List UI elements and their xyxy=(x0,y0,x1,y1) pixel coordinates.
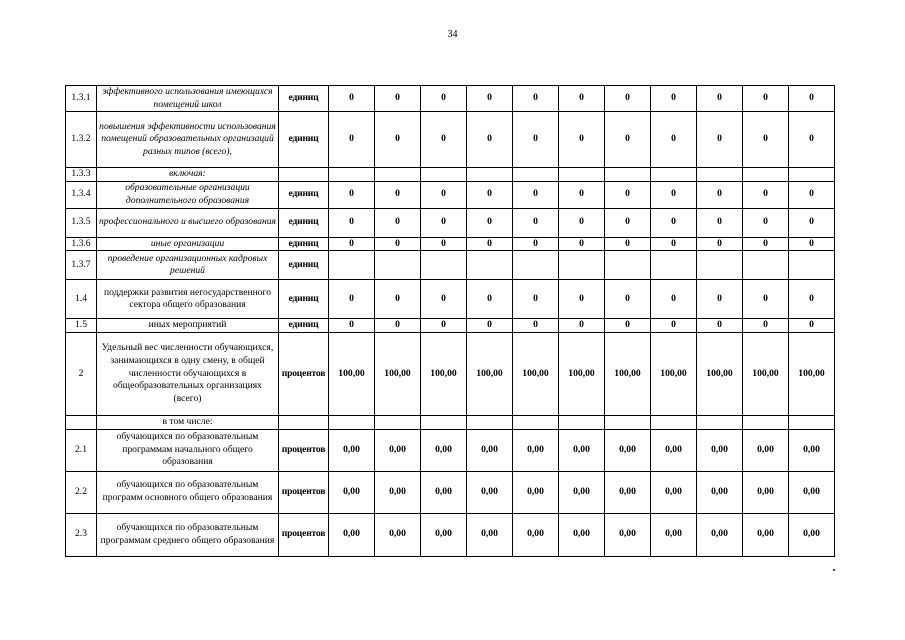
row-value: 0 xyxy=(743,181,789,208)
row-unit: единиц xyxy=(279,237,329,251)
row-value: 0 xyxy=(697,112,743,168)
row-value: 0 xyxy=(697,319,743,333)
row-value: 100,00 xyxy=(605,332,651,415)
row-value xyxy=(789,168,835,182)
row-code: 1.3.5 xyxy=(66,208,97,237)
row-unit: процентов xyxy=(279,332,329,415)
row-value xyxy=(743,168,789,182)
row-value xyxy=(651,415,697,429)
row-value: 100,00 xyxy=(421,332,467,415)
row-value: 0,00 xyxy=(743,513,789,556)
scan-speck xyxy=(833,569,835,571)
row-value: 0,00 xyxy=(513,513,559,556)
row-value: 0,00 xyxy=(651,429,697,471)
row-value xyxy=(559,251,605,280)
row-unit xyxy=(279,415,329,429)
row-code: 1.3.1 xyxy=(66,86,97,112)
row-value: 0 xyxy=(789,319,835,333)
row-value: 0,00 xyxy=(513,429,559,471)
row-value: 0 xyxy=(789,86,835,112)
row-value: 0,00 xyxy=(329,513,375,556)
row-value: 0 xyxy=(743,86,789,112)
row-value: 0 xyxy=(559,280,605,319)
row-value: 0,00 xyxy=(605,429,651,471)
row-description: иных мероприятий xyxy=(97,319,279,333)
row-unit: единиц xyxy=(279,319,329,333)
row-value: 0 xyxy=(467,112,513,168)
row-code: 1.3.4 xyxy=(66,181,97,208)
row-value: 0 xyxy=(329,208,375,237)
table-row xyxy=(66,429,835,471)
row-value: 0 xyxy=(651,280,697,319)
row-value: 0 xyxy=(329,319,375,333)
row-value: 0 xyxy=(329,86,375,112)
row-value: 0 xyxy=(421,280,467,319)
row-value xyxy=(421,415,467,429)
row-value: 0 xyxy=(513,181,559,208)
row-value: 0 xyxy=(559,112,605,168)
row-value: 0 xyxy=(467,280,513,319)
row-value: 0 xyxy=(467,181,513,208)
row-value: 0 xyxy=(789,208,835,237)
row-value: 100,00 xyxy=(329,332,375,415)
row-value: 0 xyxy=(559,237,605,251)
table-row xyxy=(66,332,835,415)
row-value xyxy=(605,168,651,182)
row-code: 1.4 xyxy=(66,280,97,319)
row-code: 2.1 xyxy=(66,429,97,471)
row-unit: единиц xyxy=(279,280,329,319)
row-value xyxy=(651,168,697,182)
row-description: в том числе: xyxy=(97,415,279,429)
row-value xyxy=(789,415,835,429)
row-value: 0 xyxy=(605,208,651,237)
row-value: 0 xyxy=(421,208,467,237)
row-value: 0 xyxy=(743,112,789,168)
row-value: 0,00 xyxy=(513,471,559,513)
row-value xyxy=(467,415,513,429)
row-value: 0 xyxy=(697,237,743,251)
row-value: 0 xyxy=(375,237,421,251)
row-value: 0 xyxy=(559,181,605,208)
row-value: 0,00 xyxy=(329,429,375,471)
row-value: 0 xyxy=(467,237,513,251)
row-code: 1.3.2 xyxy=(66,112,97,168)
row-value: 0 xyxy=(421,237,467,251)
row-unit: процентов xyxy=(279,429,329,471)
row-description: эффективного использования имеющихся помещений школ xyxy=(97,86,279,112)
row-value: 0,00 xyxy=(789,471,835,513)
row-value: 0 xyxy=(513,237,559,251)
row-description: обучающихся по образовательным программам среднего общего образования xyxy=(97,513,279,556)
table-body xyxy=(66,86,835,557)
row-value: 100,00 xyxy=(697,332,743,415)
row-value: 0 xyxy=(329,181,375,208)
row-value: 0 xyxy=(375,280,421,319)
row-value: 0 xyxy=(421,86,467,112)
row-value: 0 xyxy=(651,319,697,333)
row-value xyxy=(513,168,559,182)
row-value xyxy=(421,251,467,280)
row-value: 0,00 xyxy=(697,513,743,556)
row-value: 0 xyxy=(329,112,375,168)
row-value: 0 xyxy=(559,208,605,237)
row-value: 0 xyxy=(789,181,835,208)
row-description: повышения эффективности использования помещений образовательных организаций разных типов (всего), xyxy=(97,112,279,168)
row-value xyxy=(789,251,835,280)
row-value: 0 xyxy=(743,319,789,333)
table-row xyxy=(66,168,835,182)
row-value: 0 xyxy=(697,86,743,112)
row-value: 0 xyxy=(789,112,835,168)
row-description: проведение организационных кадровых решений xyxy=(97,251,279,280)
row-value: 100,00 xyxy=(651,332,697,415)
row-value xyxy=(329,251,375,280)
row-value xyxy=(329,415,375,429)
table-row xyxy=(66,280,835,319)
row-value: 0,00 xyxy=(789,429,835,471)
row-value xyxy=(513,415,559,429)
row-value xyxy=(651,251,697,280)
row-value: 0,00 xyxy=(375,513,421,556)
row-value: 0 xyxy=(559,319,605,333)
row-value xyxy=(375,251,421,280)
row-value: 0,00 xyxy=(467,513,513,556)
table-row xyxy=(66,471,835,513)
table-row xyxy=(66,513,835,556)
table-row xyxy=(66,319,835,333)
row-value: 0 xyxy=(375,86,421,112)
row-value: 100,00 xyxy=(743,332,789,415)
row-unit: единиц xyxy=(279,86,329,112)
row-value: 0,00 xyxy=(559,513,605,556)
row-value: 0 xyxy=(651,112,697,168)
row-value: 0 xyxy=(329,237,375,251)
row-unit xyxy=(279,168,329,182)
row-value xyxy=(743,415,789,429)
row-code: 1.3.6 xyxy=(66,237,97,251)
row-value xyxy=(559,168,605,182)
row-value: 0 xyxy=(651,208,697,237)
row-value: 0,00 xyxy=(421,429,467,471)
row-value: 0 xyxy=(375,319,421,333)
row-value: 0 xyxy=(605,86,651,112)
table-row xyxy=(66,208,835,237)
row-value: 0 xyxy=(789,237,835,251)
row-code: 2.2 xyxy=(66,471,97,513)
row-unit: единиц xyxy=(279,251,329,280)
row-unit: единиц xyxy=(279,181,329,208)
row-value: 0,00 xyxy=(329,471,375,513)
row-value xyxy=(697,168,743,182)
row-value: 0,00 xyxy=(743,471,789,513)
row-code: 1.5 xyxy=(66,319,97,333)
row-value: 0 xyxy=(743,208,789,237)
row-description: образовательные организации дополнительного образования xyxy=(97,181,279,208)
row-value xyxy=(375,415,421,429)
table-row xyxy=(66,251,835,280)
row-unit: процентов xyxy=(279,471,329,513)
row-value: 0 xyxy=(329,280,375,319)
row-unit: единиц xyxy=(279,112,329,168)
row-value xyxy=(375,168,421,182)
row-value xyxy=(467,168,513,182)
row-value: 0,00 xyxy=(743,429,789,471)
row-value: 0,00 xyxy=(375,471,421,513)
row-description: поддержки развития негосударственного сектора общего образования xyxy=(97,280,279,319)
row-value: 0 xyxy=(697,208,743,237)
row-value xyxy=(467,251,513,280)
row-code: 2 xyxy=(66,332,97,415)
row-value: 0 xyxy=(467,319,513,333)
row-value: 0 xyxy=(789,280,835,319)
row-value: 0,00 xyxy=(697,471,743,513)
row-value: 0 xyxy=(421,112,467,168)
row-value: 0 xyxy=(743,280,789,319)
row-value: 0 xyxy=(605,181,651,208)
row-description: включая: xyxy=(97,168,279,182)
row-value: 0 xyxy=(605,237,651,251)
row-value: 0 xyxy=(375,181,421,208)
row-value xyxy=(697,251,743,280)
row-value: 0,00 xyxy=(375,429,421,471)
row-value xyxy=(329,168,375,182)
row-value: 0,00 xyxy=(605,513,651,556)
row-value: 0,00 xyxy=(467,471,513,513)
row-value: 0 xyxy=(697,280,743,319)
row-value: 0 xyxy=(605,280,651,319)
row-value: 0 xyxy=(605,112,651,168)
row-value: 0 xyxy=(513,280,559,319)
row-value: 0,00 xyxy=(697,429,743,471)
row-value: 0 xyxy=(513,112,559,168)
row-value: 0 xyxy=(559,86,605,112)
row-description: обучающихся по образовательным программам начального общего образования xyxy=(97,429,279,471)
row-value: 0 xyxy=(467,86,513,112)
page-number: 34 xyxy=(447,29,458,40)
row-value: 0,00 xyxy=(651,513,697,556)
row-value: 0 xyxy=(421,181,467,208)
table-row xyxy=(66,237,835,251)
row-description: иные организации xyxy=(97,237,279,251)
row-value: 0 xyxy=(467,208,513,237)
row-description: профессионального и высшего образования xyxy=(97,208,279,237)
row-value: 0 xyxy=(651,86,697,112)
row-value: 100,00 xyxy=(467,332,513,415)
row-value: 0,00 xyxy=(559,429,605,471)
table-row xyxy=(66,112,835,168)
row-code: 2.3 xyxy=(66,513,97,556)
row-code: 1.3.7 xyxy=(66,251,97,280)
table-row xyxy=(66,86,835,112)
row-value: 0 xyxy=(375,112,421,168)
row-value: 0,00 xyxy=(559,471,605,513)
row-value: 0 xyxy=(513,319,559,333)
row-value: 0,00 xyxy=(421,471,467,513)
row-value: 0,00 xyxy=(789,513,835,556)
row-value: 0,00 xyxy=(467,429,513,471)
row-value: 0 xyxy=(605,319,651,333)
row-value: 0 xyxy=(513,208,559,237)
table-row xyxy=(66,181,835,208)
row-code: 1.3.3 xyxy=(66,168,97,182)
row-value xyxy=(513,251,559,280)
row-description: Удельный вес численности обучающихся, занимающихся в одну смену, в общей численности обучающихся в общеобразовательных организациях (всего) xyxy=(97,332,279,415)
row-value xyxy=(605,415,651,429)
row-value: 100,00 xyxy=(513,332,559,415)
row-value: 0 xyxy=(697,181,743,208)
row-unit: единиц xyxy=(279,208,329,237)
row-value xyxy=(697,415,743,429)
row-description: обучающихся по образовательным программ основного общего образования xyxy=(97,471,279,513)
row-value: 0,00 xyxy=(605,471,651,513)
row-value: 100,00 xyxy=(789,332,835,415)
row-value xyxy=(559,415,605,429)
row-unit: процентов xyxy=(279,513,329,556)
row-value: 100,00 xyxy=(559,332,605,415)
row-value: 0,00 xyxy=(421,513,467,556)
row-value: 0 xyxy=(421,319,467,333)
row-value xyxy=(605,251,651,280)
row-value: 0 xyxy=(375,208,421,237)
row-value: 0 xyxy=(513,86,559,112)
row-value: 0 xyxy=(743,237,789,251)
row-value: 0 xyxy=(651,237,697,251)
row-value xyxy=(743,251,789,280)
row-value: 0 xyxy=(651,181,697,208)
row-value: 100,00 xyxy=(375,332,421,415)
table-row xyxy=(66,415,835,429)
indicator-table xyxy=(65,85,835,557)
row-code xyxy=(66,415,97,429)
row-value xyxy=(421,168,467,182)
row-value: 0,00 xyxy=(651,471,697,513)
